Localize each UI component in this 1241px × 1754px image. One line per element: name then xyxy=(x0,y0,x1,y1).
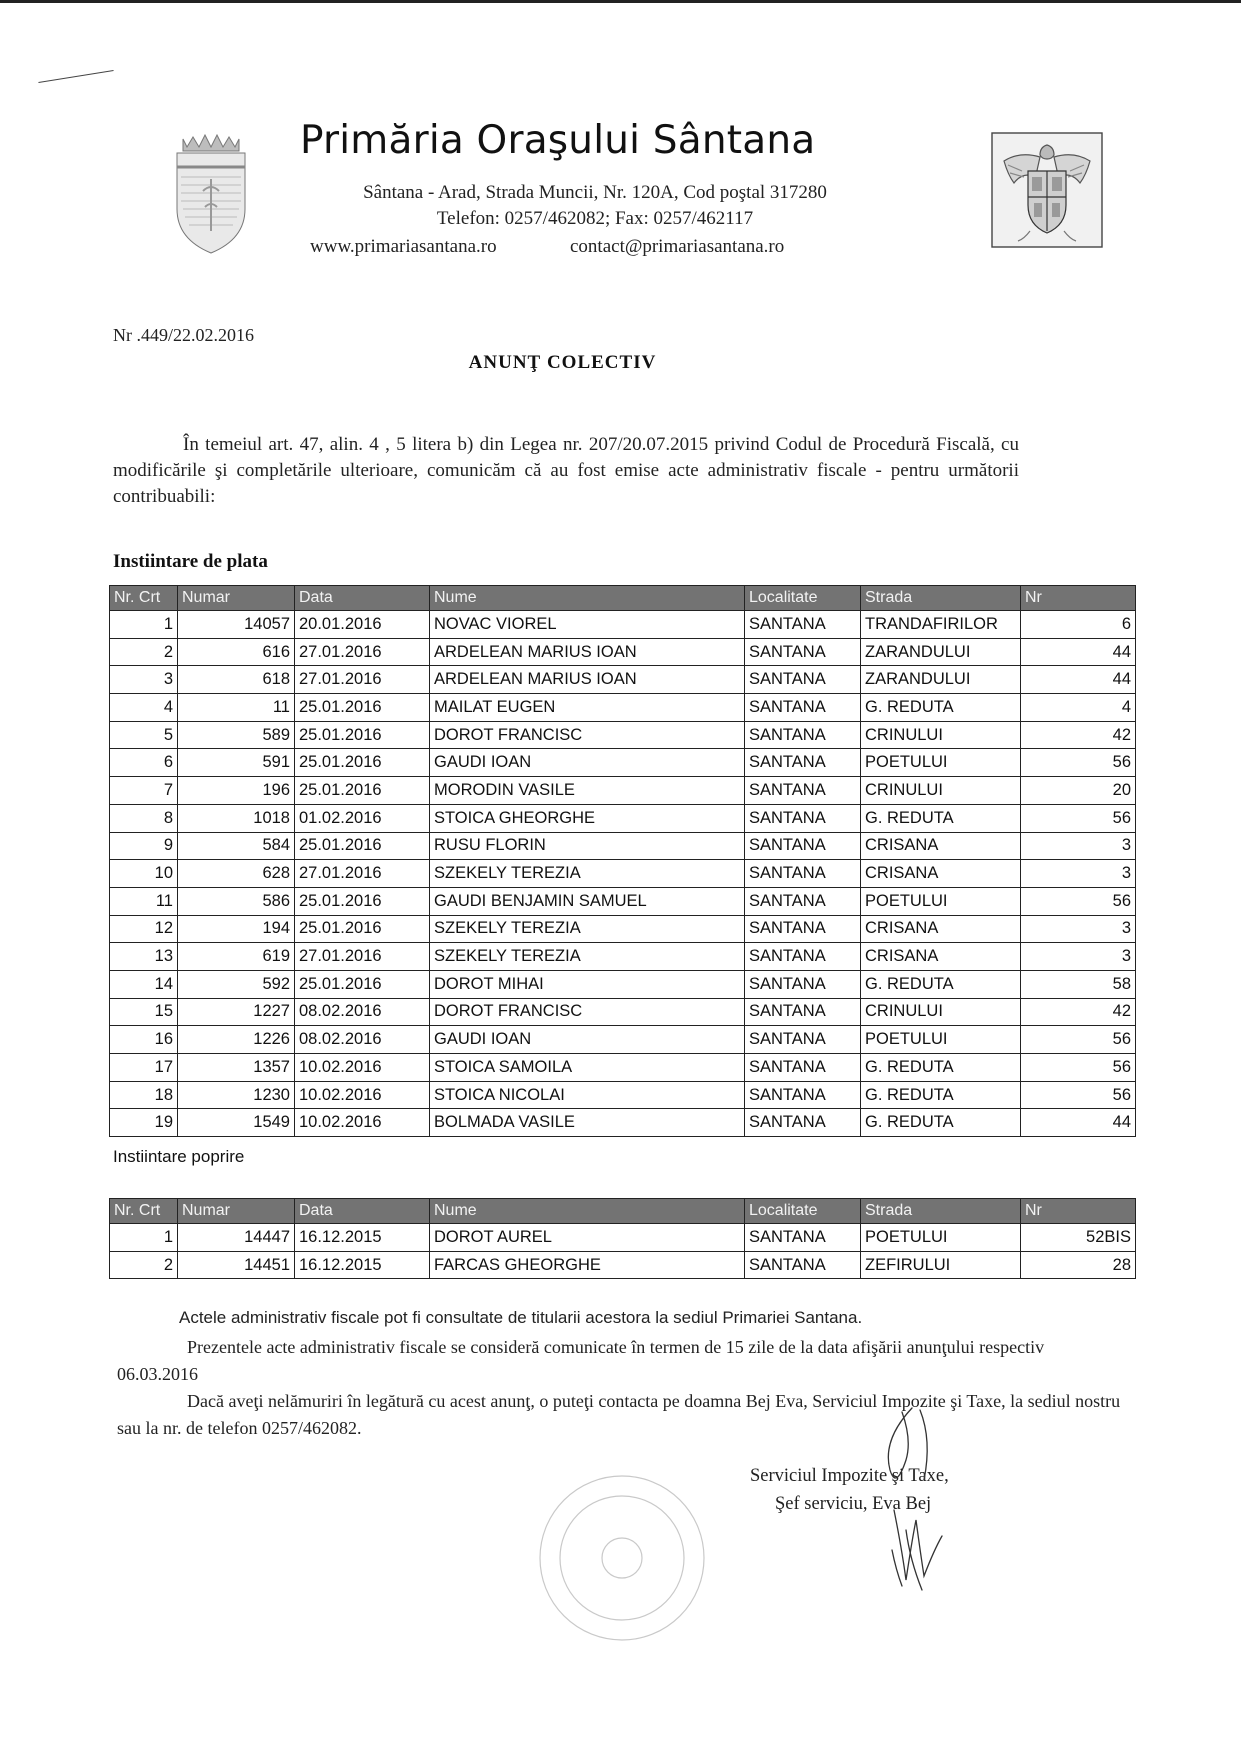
intro-paragraph: În temeiul art. 47, alin. 4 , 5 litera b) din Legea nr. 207/20.07.2015 privind Codul de Procedură Fiscală, cu modificările şi completările ulterioare, comunicăm că au fost emise acte administrativ fiscale - pentru următorii contribuabili: xyxy=(113,434,1019,507)
cell-data: 25.01.2016 xyxy=(295,887,430,915)
cell-nume: RUSU FLORIN xyxy=(430,832,745,860)
cell-data: 27.01.2016 xyxy=(295,943,430,971)
cell-strada: G. REDUTA xyxy=(861,1081,1021,1109)
cell-nume: DOROT AUREL xyxy=(430,1224,745,1252)
col-header-numar: Numar xyxy=(178,1199,295,1224)
cell-nr-crt: 5 xyxy=(110,721,178,749)
cell-numar: 591 xyxy=(178,749,295,777)
cell-localitate: SANTANA xyxy=(745,1054,861,1082)
top-border xyxy=(0,0,1241,3)
table-row xyxy=(110,887,1136,915)
table-row xyxy=(110,638,1136,666)
cell-strada: CRISANA xyxy=(861,860,1021,888)
cell-data: 25.01.2016 xyxy=(295,721,430,749)
cell-numar: 196 xyxy=(178,777,295,805)
col-header-nr-crt: Nr. Crt xyxy=(110,586,178,611)
table-row xyxy=(110,777,1136,805)
cell-localitate: SANTANA xyxy=(745,915,861,943)
cell-localitate: SANTANA xyxy=(745,777,861,805)
table-row xyxy=(110,666,1136,694)
cell-strada: CRISANA xyxy=(861,943,1021,971)
cell-nume: MORODIN VASILE xyxy=(430,777,745,805)
cell-nr: 58 xyxy=(1021,970,1136,998)
table-row xyxy=(110,970,1136,998)
col-header-strada: Strada xyxy=(861,1199,1021,1224)
cell-nr-crt: 13 xyxy=(110,943,178,971)
table-row xyxy=(110,1109,1136,1137)
website-link[interactable]: www.primariasantana.ro xyxy=(310,236,497,257)
cell-nr: 3 xyxy=(1021,860,1136,888)
cell-localitate: SANTANA xyxy=(745,611,861,639)
cell-nume: STOICA NICOLAI xyxy=(430,1081,745,1109)
table-row xyxy=(110,1054,1136,1082)
col-header-nr: Nr xyxy=(1021,1199,1136,1224)
cell-localitate: SANTANA xyxy=(745,1081,861,1109)
cell-nume: SZEKELY TEREZIA xyxy=(430,860,745,888)
cell-numar: 14057 xyxy=(178,611,295,639)
cell-nume: STOICA SAMOILA xyxy=(430,1054,745,1082)
cell-nume: ARDELEAN MARIUS IOAN xyxy=(430,666,745,694)
cell-numar: 592 xyxy=(178,970,295,998)
col-header-nr-crt: Nr. Crt xyxy=(110,1199,178,1224)
col-header-nr: Nr xyxy=(1021,586,1136,611)
cell-localitate: SANTANA xyxy=(745,721,861,749)
cell-nume: DOROT FRANCISC xyxy=(430,721,745,749)
cell-nr: 56 xyxy=(1021,1026,1136,1054)
table-row xyxy=(110,1081,1136,1109)
cell-nr-crt: 18 xyxy=(110,1081,178,1109)
col-header-data: Data xyxy=(295,1199,430,1224)
cell-nr-crt: 2 xyxy=(110,638,178,666)
cell-localitate: SANTANA xyxy=(745,970,861,998)
cell-numar: 618 xyxy=(178,666,295,694)
cell-numar: 586 xyxy=(178,887,295,915)
institution-address xyxy=(285,180,905,232)
contact-line xyxy=(310,236,870,258)
cell-data: 25.01.2016 xyxy=(295,915,430,943)
cell-nr-crt: 3 xyxy=(110,666,178,694)
cell-strada: G. REDUTA xyxy=(861,970,1021,998)
cell-data: 25.01.2016 xyxy=(295,694,430,722)
cell-strada: POETULUI xyxy=(861,1026,1021,1054)
cell-strada: G. REDUTA xyxy=(861,694,1021,722)
cell-data: 27.01.2016 xyxy=(295,638,430,666)
cell-nr: 52BIS xyxy=(1021,1224,1136,1252)
table-row xyxy=(110,611,1136,639)
scan-mark xyxy=(38,70,113,83)
footer-contact-note: Dacă aveţi nelămuriri în legătură cu acest anunţ, o puteţi contacta pe doamna Bej Eva, Serviciul Impozite şi Taxe, la sediul nostru sau la nr. de telefon 0257/462082. xyxy=(117,1391,1121,1438)
cell-strada: ZEFIRULUI xyxy=(861,1251,1021,1279)
cell-strada: G. REDUTA xyxy=(861,1109,1021,1137)
cell-strada: CRISANA xyxy=(861,915,1021,943)
institution-title: Primăria Oraşului Sântana xyxy=(300,118,816,163)
cell-nr: 44 xyxy=(1021,638,1136,666)
cell-strada: TRANDAFIRILOR xyxy=(861,611,1021,639)
cell-nume: SZEKELY TEREZIA xyxy=(430,943,745,971)
section-title-garnishment: Instiintare poprire xyxy=(113,1147,245,1166)
cell-strada: CRINULUI xyxy=(861,721,1021,749)
cell-nr-crt: 1 xyxy=(110,1224,178,1252)
cell-nr: 6 xyxy=(1021,611,1136,639)
col-header-nume: Nume xyxy=(430,1199,745,1224)
cell-data: 10.02.2016 xyxy=(295,1081,430,1109)
cell-data: 20.01.2016 xyxy=(295,611,430,639)
cell-numar: 14447 xyxy=(178,1224,295,1252)
cell-nr: 44 xyxy=(1021,666,1136,694)
national-coat-of-arms-icon xyxy=(990,131,1104,249)
cell-nr: 28 xyxy=(1021,1251,1136,1279)
cell-numar: 1549 xyxy=(178,1109,295,1137)
cell-localitate: SANTANA xyxy=(745,749,861,777)
cell-numar: 1227 xyxy=(178,998,295,1026)
cell-nr: 20 xyxy=(1021,777,1136,805)
cell-nr-crt: 2 xyxy=(110,1251,178,1279)
cell-data: 16.12.2015 xyxy=(295,1224,430,1252)
town-coat-of-arms-icon xyxy=(163,131,259,257)
cell-localitate: SANTANA xyxy=(745,1026,861,1054)
cell-numar: 616 xyxy=(178,638,295,666)
cell-nr: 44 xyxy=(1021,1109,1136,1137)
cell-numar: 584 xyxy=(178,832,295,860)
cell-numar: 628 xyxy=(178,860,295,888)
cell-strada: ZARANDULUI xyxy=(861,638,1021,666)
signature-name: Şef serviciu, Eva Bej xyxy=(775,1494,932,1514)
cell-nr: 56 xyxy=(1021,804,1136,832)
table-row xyxy=(110,749,1136,777)
cell-strada: CRINULUI xyxy=(861,777,1021,805)
cell-nr-crt: 10 xyxy=(110,860,178,888)
cell-strada: POETULUI xyxy=(861,749,1021,777)
cell-localitate: SANTANA xyxy=(745,694,861,722)
footer-consult-note: Actele administrativ fiscale pot fi consultate de titularii acestora la sediul Primariei Santana. xyxy=(179,1308,863,1327)
cell-data: 08.02.2016 xyxy=(295,998,430,1026)
cell-localitate: SANTANA xyxy=(745,998,861,1026)
cell-nr: 3 xyxy=(1021,915,1136,943)
cell-nr: 56 xyxy=(1021,887,1136,915)
table-row xyxy=(110,943,1136,971)
cell-nume: MAILAT EUGEN xyxy=(430,694,745,722)
table-row xyxy=(110,804,1136,832)
table-row xyxy=(110,998,1136,1026)
cell-nr-crt: 16 xyxy=(110,1026,178,1054)
cell-nr: 56 xyxy=(1021,749,1136,777)
signature-office: Serviciul Impozite şi Taxe, xyxy=(750,1466,949,1486)
cell-localitate: SANTANA xyxy=(745,804,861,832)
cell-nr-crt: 17 xyxy=(110,1054,178,1082)
cell-localitate: SANTANA xyxy=(745,1251,861,1279)
cell-nume: GAUDI IOAN xyxy=(430,1026,745,1054)
cell-strada: ZARANDULUI xyxy=(861,666,1021,694)
section-title-payment: Instiintare de plata xyxy=(113,551,268,572)
email-link[interactable]: contact@primariasantana.ro xyxy=(570,236,785,257)
col-header-nume: Nume xyxy=(430,586,745,611)
cell-localitate: SANTANA xyxy=(745,832,861,860)
cell-localitate: SANTANA xyxy=(745,860,861,888)
cell-nr-crt: 8 xyxy=(110,804,178,832)
cell-nr-crt: 6 xyxy=(110,749,178,777)
col-header-strada: Strada xyxy=(861,586,1021,611)
cell-data: 10.02.2016 xyxy=(295,1054,430,1082)
table-row xyxy=(110,694,1136,722)
cell-nume: DOROT FRANCISC xyxy=(430,998,745,1026)
garnishment-notices-table xyxy=(109,1198,1136,1279)
cell-nume: ARDELEAN MARIUS IOAN xyxy=(430,638,745,666)
cell-nr: 42 xyxy=(1021,998,1136,1026)
cell-localitate: SANTANA xyxy=(745,943,861,971)
table-header-row xyxy=(110,586,1136,611)
cell-strada: G. REDUTA xyxy=(861,1054,1021,1082)
cell-nr-crt: 4 xyxy=(110,694,178,722)
cell-numar: 14451 xyxy=(178,1251,295,1279)
cell-data: 01.02.2016 xyxy=(295,804,430,832)
cell-data: 10.02.2016 xyxy=(295,1109,430,1137)
cell-data: 27.01.2016 xyxy=(295,666,430,694)
cell-numar: 1018 xyxy=(178,804,295,832)
table-row xyxy=(110,915,1136,943)
cell-strada: POETULUI xyxy=(861,1224,1021,1252)
col-header-numar: Numar xyxy=(178,586,295,611)
cell-nume: STOICA GHEORGHE xyxy=(430,804,745,832)
cell-nume: FARCAS GHEORGHE xyxy=(430,1251,745,1279)
table-header-row xyxy=(110,1199,1136,1224)
cell-data: 25.01.2016 xyxy=(295,970,430,998)
cell-localitate: SANTANA xyxy=(745,666,861,694)
document-reference: Nr .449/22.02.2016 xyxy=(113,325,254,345)
cell-localitate: SANTANA xyxy=(745,1224,861,1252)
cell-numar: 11 xyxy=(178,694,295,722)
col-header-data: Data xyxy=(295,586,430,611)
cell-nume: GAUDI BENJAMIN SAMUEL xyxy=(430,887,745,915)
cell-localitate: SANTANA xyxy=(745,638,861,666)
cell-strada: POETULUI xyxy=(861,887,1021,915)
cell-numar: 194 xyxy=(178,915,295,943)
cell-nume: NOVAC VIOREL xyxy=(430,611,745,639)
table-row xyxy=(110,1251,1136,1279)
cell-nr: 56 xyxy=(1021,1081,1136,1109)
cell-localitate: SANTANA xyxy=(745,887,861,915)
cell-nr-crt: 19 xyxy=(110,1109,178,1137)
cell-numar: 1230 xyxy=(178,1081,295,1109)
cell-nr: 56 xyxy=(1021,1054,1136,1082)
footer-communication-note: Prezentele acte administrativ fiscale se consideră comunicate în termen de 15 zile de la data afişării anunţului respectiv 06.03.2016 xyxy=(117,1337,1045,1384)
table-row xyxy=(110,721,1136,749)
cell-strada: CRISANA xyxy=(861,832,1021,860)
cell-data: 25.01.2016 xyxy=(295,832,430,860)
cell-nr-crt: 14 xyxy=(110,970,178,998)
cell-data: 25.01.2016 xyxy=(295,749,430,777)
cell-data: 25.01.2016 xyxy=(295,777,430,805)
cell-nume: DOROT MIHAI xyxy=(430,970,745,998)
cell-localitate: SANTANA xyxy=(745,1109,861,1137)
address-line: Sântana - Arad, Strada Muncii, Nr. 120A, Cod poştal 317280 xyxy=(363,182,827,203)
cell-strada: G. REDUTA xyxy=(861,804,1021,832)
col-header-localitate: Localitate xyxy=(745,586,861,611)
cell-data: 08.02.2016 xyxy=(295,1026,430,1054)
table-row xyxy=(110,860,1136,888)
cell-nr-crt: 11 xyxy=(110,887,178,915)
cell-nume: SZEKELY TEREZIA xyxy=(430,915,745,943)
cell-numar: 619 xyxy=(178,943,295,971)
cell-numar: 1357 xyxy=(178,1054,295,1082)
handwritten-signature xyxy=(862,1400,972,1600)
cell-nr-crt: 9 xyxy=(110,832,178,860)
cell-strada: CRINULUI xyxy=(861,998,1021,1026)
cell-nume: GAUDI IOAN xyxy=(430,749,745,777)
cell-nr-crt: 1 xyxy=(110,611,178,639)
cell-data: 27.01.2016 xyxy=(295,860,430,888)
col-header-localitate: Localitate xyxy=(745,1199,861,1224)
cell-nr-crt: 7 xyxy=(110,777,178,805)
cell-numar: 589 xyxy=(178,721,295,749)
document-heading: ANUNŢ COLECTIV xyxy=(468,352,657,373)
cell-numar: 1226 xyxy=(178,1026,295,1054)
cell-nr: 3 xyxy=(1021,832,1136,860)
cell-nr: 4 xyxy=(1021,694,1136,722)
table-row xyxy=(110,1224,1136,1252)
table-row xyxy=(110,832,1136,860)
payment-notices-table xyxy=(109,585,1136,1137)
phone-line: Telefon: 0257/462082; Fax: 0257/462117 xyxy=(436,208,754,229)
cell-nr: 42 xyxy=(1021,721,1136,749)
official-stamp xyxy=(532,1468,712,1648)
cell-nr: 3 xyxy=(1021,943,1136,971)
cell-nume: BOLMADA VASILE xyxy=(430,1109,745,1137)
cell-nr-crt: 12 xyxy=(110,915,178,943)
cell-data: 16.12.2015 xyxy=(295,1251,430,1279)
table-row xyxy=(110,1026,1136,1054)
cell-nr-crt: 15 xyxy=(110,998,178,1026)
